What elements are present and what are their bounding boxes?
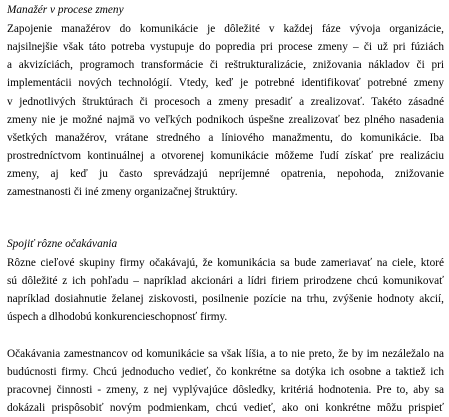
section-heading-manazer: Manažér v procese zmeny [7, 4, 124, 16]
text-line: úspech a dlhodobú konkurencieschopnosť firmy. [7, 311, 228, 324]
paragraph-manazer [7, 20, 444, 201]
text-line: všetkých manažérov, vrátane stredného a líniového manažmentu, do komunikácie. Iba [7, 131, 444, 144]
text-line: najsilnejšie však táto potreba vystupuje do popredia pri procese zmeny – či už pri fúziách [7, 41, 444, 54]
paragraph-ocakavania-zamestnancov [7, 345, 444, 417]
text-line: prostredníctvom kontinuálnej a otvorenej komunikácie môžeme ľudí získať pre realizáciu [7, 149, 444, 162]
text-line: sú dôležité z ich pohľadu – napríklad akcionári a lídri firiem prirodzene chcú komunikovať [7, 275, 444, 288]
text-line: Zapojenie manažérov do komunikácie je dôležité v každej fáze vývoja organizácie, [7, 23, 444, 35]
text-line: Rôzne cieľové skupiny firmy očakávajú, že komunikácia sa bude zameriavať na ciele, ktoré [7, 257, 444, 269]
text-line: dokázali prispôsobiť novým podmienkam, chcú vedieť, ako oni konkrétne môžu prispieť [7, 402, 444, 415]
text-line: zmeny, aj keď ju často sprevádzajú nepríjemné opatrenia, nepohoda, znižovanie [7, 168, 444, 181]
text-line: Očakávania zamestnancov od komunikácie sa však líšia, a to nie preto, že by im nezáležalo na [7, 348, 444, 360]
text-line: zmeny nie je možné najmä vo veľkých podnikoch úspešne zrealizovať bez plného nasadenia [7, 113, 444, 126]
text-line: pracovnej činnosti - zmeny, z nej vyplývajúce dôsledky, kritériá hodnotenia. Pre to, aby sa [7, 384, 444, 397]
text-line: a akvizíciách, programoch transformácie či reštrukturalizácie, znižovania nákladov či pri [7, 59, 444, 72]
text-line: zamestnanosti či iné zmeny organizačnej štruktúry. [7, 186, 238, 199]
text-line: implementácii nových technológií. Vtedy, keď je potrebné identifikovať potrebné zmeny [7, 77, 444, 90]
section-heading-spojit: Spojiť rôzne očakávania [7, 238, 118, 250]
text-line: v jednotlivých štruktúrach či procesoch a zmeny presadiť a zrealizovať. Takéto zásadné [7, 95, 444, 108]
text-line: napríklad dosiahnutie želanej ziskovosti, posilnenie pozície na trhu, zvýšenie hodnoty akcií, [7, 293, 444, 306]
text-line: budúcnosti firmy. Chcú jednoducho vedieť, čo konkrétne sa dotýka ich osobne a taktiež ich [7, 366, 444, 379]
paragraph-ocakavania-skupiny [7, 254, 444, 326]
